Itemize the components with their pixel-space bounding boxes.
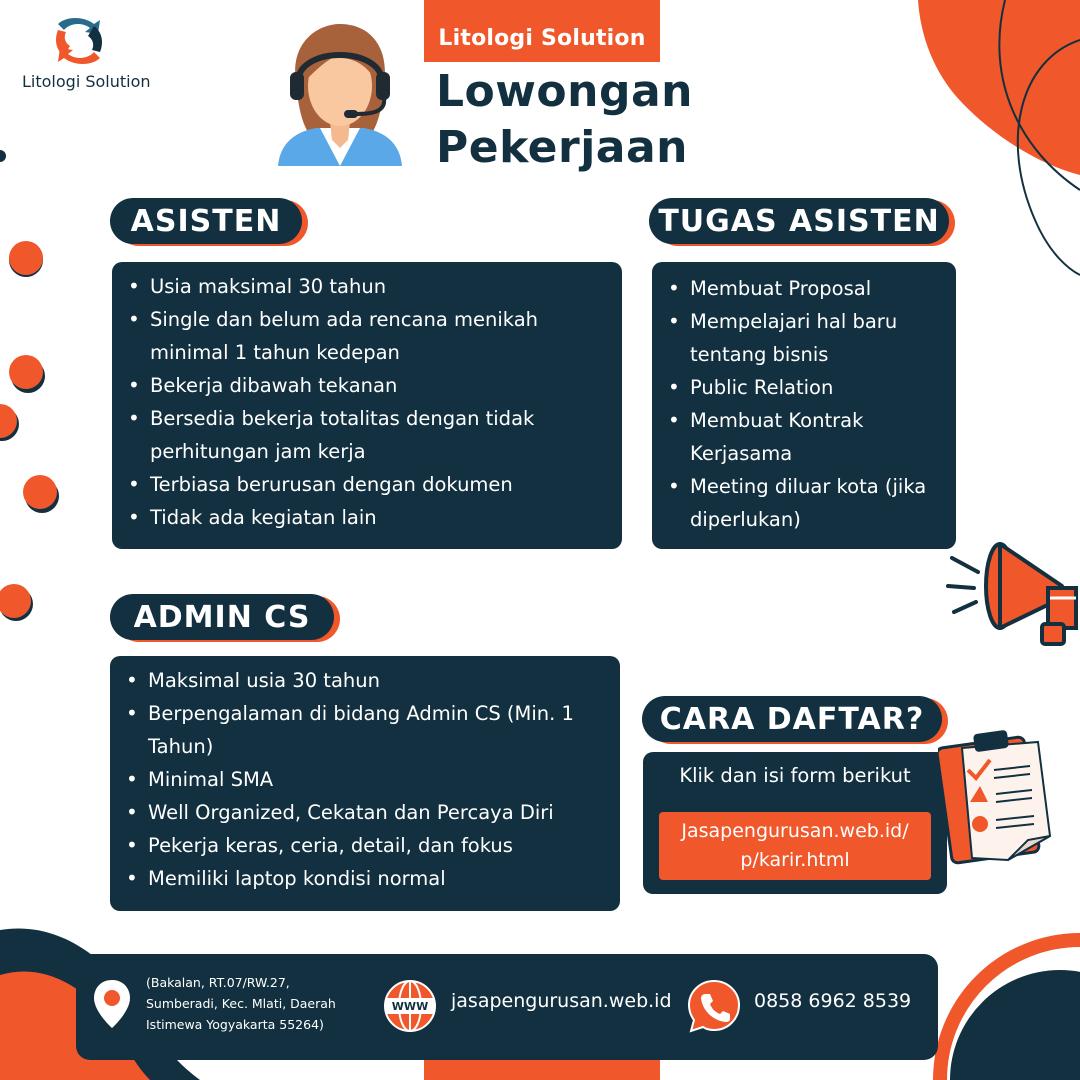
admin-cs-heading: ADMIN CS	[110, 594, 334, 640]
globe-www-text: WWW	[391, 1000, 429, 1013]
list-item: • Membuat Kontrak Kerjasama	[652, 404, 938, 470]
globe-www-icon	[382, 978, 438, 1034]
list-item: • Pekerja keras, ceria, detail, dan fokus	[110, 829, 606, 862]
dot-left-4	[23, 475, 57, 509]
asisten-heading-pill	[110, 198, 302, 244]
admin-cs-requirements-list	[110, 664, 606, 895]
list-item: • Berpengalaman di bidang Admin CS (Min. 1 Tahun)	[110, 697, 606, 763]
list-item: • Bersedia bekerja totalitas dengan tidak perhitungan jam kerja	[112, 402, 622, 468]
footer-address-line-2: Sumberadi, Kec. Mlati, Daerah	[146, 996, 336, 1011]
brand-logo	[52, 16, 106, 70]
asisten-heading: ASISTEN	[110, 198, 302, 244]
litologi-logo-icon	[52, 16, 106, 66]
list-item: • Well Organized, Cekatan dan Percaya Diri	[110, 796, 606, 829]
tugas-asisten-heading: TUGAS ASISTEN	[649, 198, 949, 244]
title-line-2: Pekerjaan	[436, 122, 688, 173]
cara-daftar-heading: CARA DAFTAR?	[642, 696, 942, 742]
whatsapp-phone-icon	[686, 978, 742, 1034]
footer-phone[interactable]: 0858 6962 8539	[754, 990, 912, 1012]
footer-address-line-1: (Bakalan, RT.07/RW.27,	[146, 975, 290, 990]
tugas-asisten-list	[652, 272, 938, 536]
admin-cs-requirements-box	[110, 656, 620, 911]
customer-service-agent-icon	[272, 22, 408, 166]
cara-daftar-box	[643, 752, 947, 894]
dot-left-1	[9, 241, 43, 275]
cara-daftar-heading-pill	[642, 696, 942, 742]
list-item: • Terbiasa berurusan dengan dokumen	[112, 468, 622, 501]
list-item: • Maksimal usia 30 tahun	[110, 664, 606, 697]
list-item: • Membuat Proposal	[652, 272, 938, 305]
location-pin-icon	[92, 978, 132, 1030]
registration-link-line-1: Jasapengurusan.web.id/	[681, 820, 909, 842]
brand-logo-text: Litologi Solution	[22, 72, 151, 91]
clipboard-checklist-icon	[938, 728, 1056, 870]
brand-tab-text: Litologi Solution	[438, 26, 646, 51]
registration-link-line-2: p/karir.html	[740, 849, 850, 871]
blob-top-right	[918, 0, 1080, 175]
contact-footer	[76, 954, 938, 1060]
list-item: • Mempelajari hal baru tentang bisnis	[652, 305, 938, 371]
list-item: • Tidak ada kegiatan lain	[112, 501, 622, 534]
dot-left-2	[9, 355, 43, 389]
list-item: • Memiliki laptop kondisi normal	[110, 862, 606, 895]
title-line-1: Lowongan	[436, 66, 693, 117]
dot-left-small	[0, 150, 6, 162]
tugas-asisten-heading-pill	[649, 198, 949, 244]
list-item: • Minimal SMA	[110, 763, 606, 796]
footer-website[interactable]: jasapengurusan.web.id	[451, 990, 672, 1012]
footer-address	[146, 972, 366, 1035]
list-item: • Bekerja dibawah tekanan	[112, 369, 622, 402]
asisten-requirements-box	[112, 262, 622, 549]
tugas-asisten-box	[652, 262, 956, 549]
cara-daftar-instruction: Klik dan isi form berikut	[679, 764, 911, 787]
registration-link[interactable]	[659, 812, 931, 880]
admin-cs-heading-pill	[110, 594, 334, 640]
list-item: • Public Relation	[652, 371, 938, 404]
asisten-requirements-list	[112, 270, 622, 534]
megaphone-icon	[944, 536, 1080, 646]
bottom-accent-tab	[424, 1060, 660, 1080]
list-item: • Meeting diluar kota (jika diperlukan)	[652, 470, 938, 536]
list-item: • Usia maksimal 30 tahun	[112, 270, 622, 303]
list-item: • Single dan belum ada rencana menikah minimal 1 tahun kedepan	[112, 303, 622, 369]
footer-address-line-3: Istimewa Yogyakarta 55264)	[146, 1017, 324, 1032]
brand-tab	[424, 0, 660, 62]
